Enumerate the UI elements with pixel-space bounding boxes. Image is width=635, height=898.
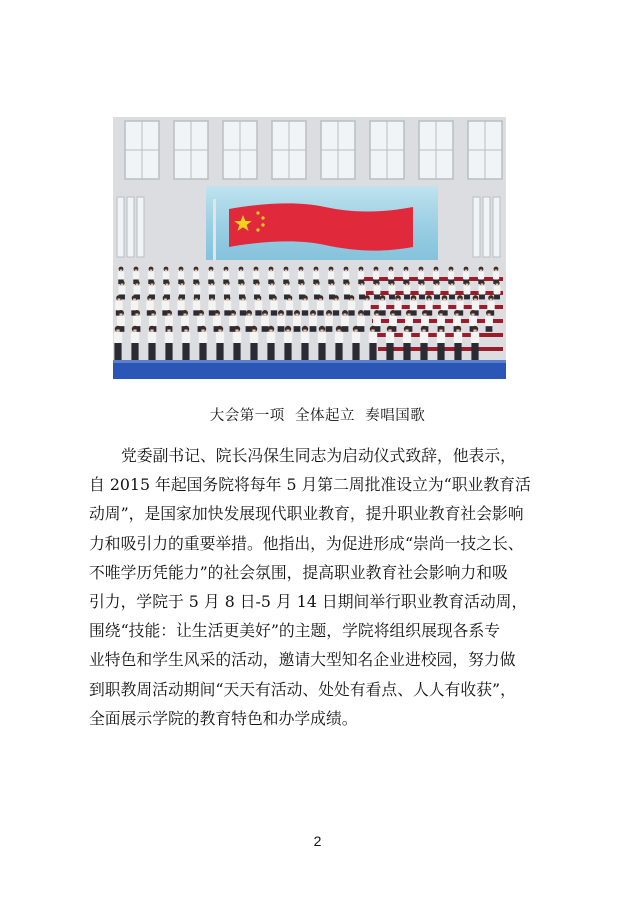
event-photo-drawing — [113, 117, 506, 379]
paragraph-line: 力和吸引力的重要举措。他指出，为促进形成“崇尚一技之长、 — [89, 533, 524, 553]
article-paragraph — [89, 441, 559, 733]
paragraph-line: 到职教周活动期间“天天有活动、处处有看点、人人有收获”， — [89, 679, 516, 699]
paragraph-line: 动周”，是国家加快发展现代职业教育，提升职业教育社会影响 — [89, 504, 524, 524]
event-photo — [113, 117, 506, 379]
paragraph-line: 围绕“技能：让生活更美好”的主题，学院将组织展现各系专 — [89, 621, 501, 641]
paragraph-line: 全面展示学院的教育特色和办学成绩。 — [89, 708, 358, 728]
paragraph-line: 自 2015 年起国务院将每年 5 月第二周批准设立为“职业教育活 — [89, 475, 531, 495]
photo-caption: 大会第一项 全体起立 奏唱国歌 — [209, 408, 426, 424]
page-number: 2 — [313, 833, 322, 849]
paragraph-line: 不唯学历凭能力”的社会氛围，提高职业教育社会影响力和吸 — [89, 562, 508, 582]
paragraph-line: 业特色和学生风采的活动，邀请大型知名企业进校园，努力做 — [89, 650, 516, 670]
paragraph-line: 党委副书记、院长冯保生同志为启动仪式致辞，他表示， — [121, 446, 516, 465]
paragraph-line: 引力，学院于 5 月 8 日-5 月 14 日期间举行职业教育活动周， — [89, 591, 528, 611]
flag-screen — [206, 186, 438, 260]
